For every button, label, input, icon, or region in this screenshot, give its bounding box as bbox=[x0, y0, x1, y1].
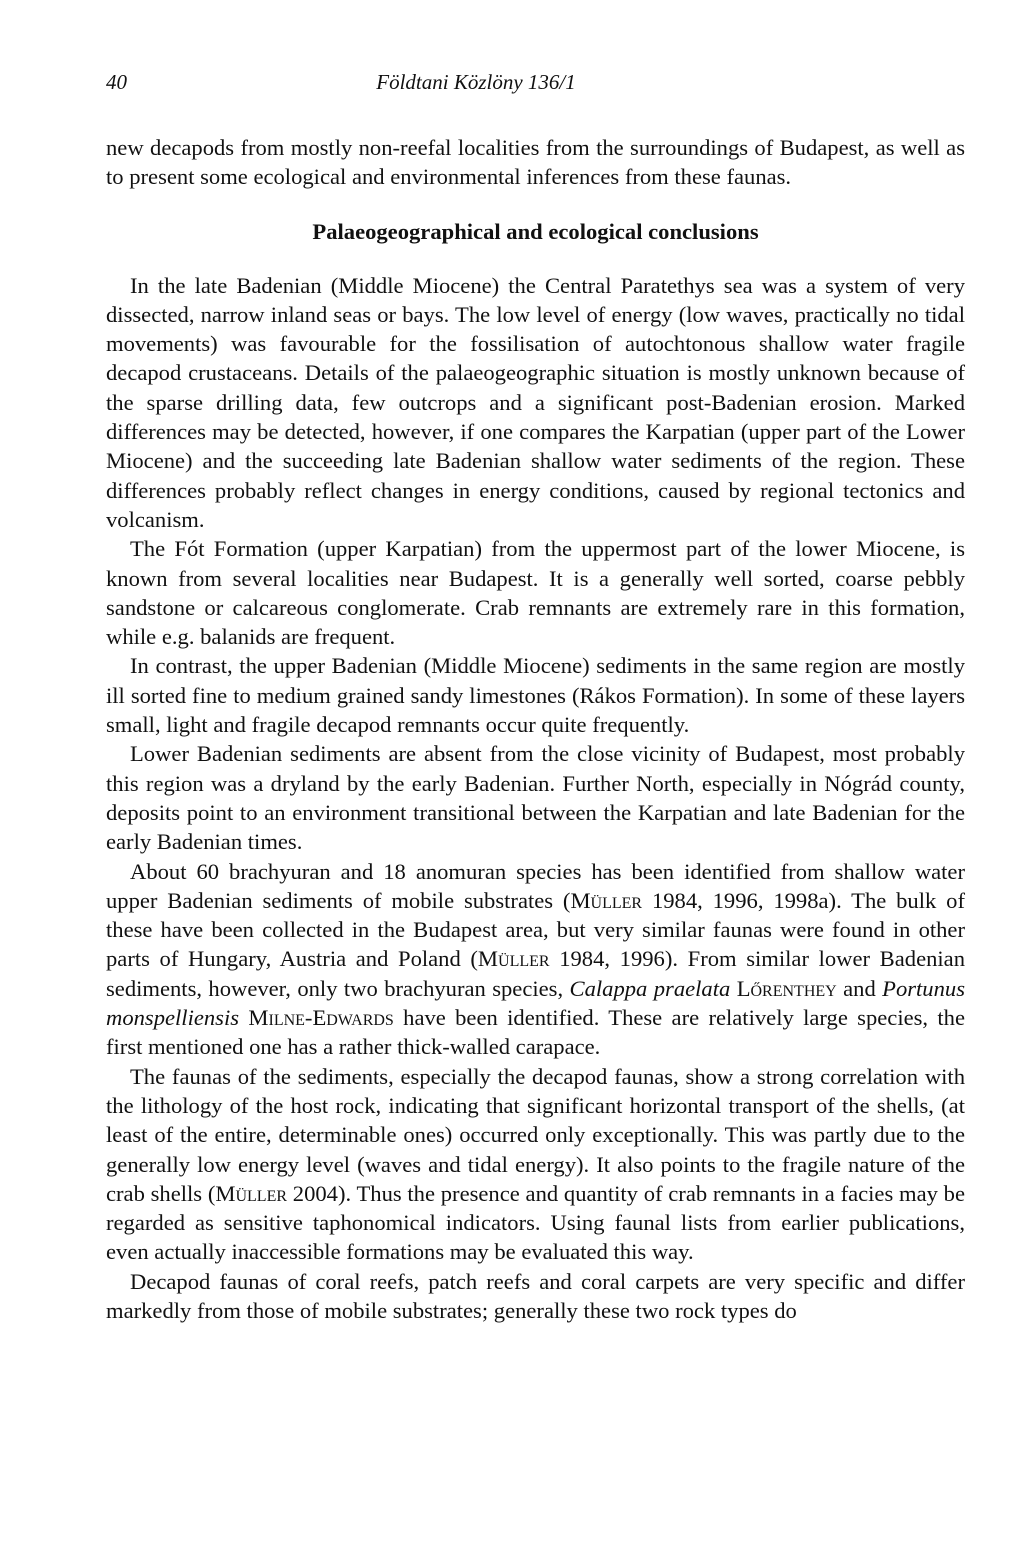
paragraph-4: Lower Badenian sediments are absent from the close vicinity of Budapest, most probably this region was a dryland by the early Badenian. Further North, especially in Nógrád county, deposits point to an environment transitional between the Karpatian and late Badenian for the early Badenian times. bbox=[106, 741, 965, 855]
text-run: 1984, 1996, 1998a). The bulk of these have been collected in the Budapest area, but very similar faunas were found in other parts of Hungary, Austria and Poland ( bbox=[106, 887, 965, 972]
paragraph-6 bbox=[106, 1062, 965, 1267]
author-citation: Müller bbox=[477, 946, 550, 972]
article-body bbox=[106, 133, 965, 1325]
running-header bbox=[106, 70, 966, 100]
section-heading: Palaeogeographical and ecological conclusions bbox=[312, 218, 759, 244]
author-citation: Müller bbox=[570, 887, 643, 913]
text-run: About 60 brachyuran and 18 anomuran species has been identified from shallow water upper Badenian sediments of mobile substrates ( bbox=[106, 858, 965, 913]
author-citation: Milne-Edwards bbox=[248, 1005, 394, 1031]
text-run bbox=[239, 1005, 248, 1030]
species-name: Calappa praelata bbox=[569, 975, 731, 1001]
intro-paragraph: new decapods from mostly non-reefal localities from the surroundings of Budapest, as well as to present some ecological and environmental inferences from these faunas. bbox=[106, 135, 965, 190]
text-run: and bbox=[836, 975, 883, 1001]
paragraph-5 bbox=[106, 857, 965, 1062]
paragraph-1: In the late Badenian (Middle Miocene) the Central Paratethys sea was a system of very dissected, narrow inland seas or bays. The low level of energy (low waves, practically no tidal movements) was favourable for the fossilisation of autochtonous shallow water fragile decapod crustaceans. Details of the palaeogeographic situation is mostly unknown because of the sparse drilling data, few outcrops and a significant post-Badenian erosion. Marked differences may be detected, however, if one compares the Karpatian (upper part of the Lower Miocene) and the succeeding late Badenian shallow water sediments of the region. These differences probably reflect changes in energy conditions, caused by regional tectonics and volcanism. bbox=[106, 272, 965, 532]
author-citation: Müller bbox=[215, 1180, 288, 1206]
author-citation: Lőrenthey bbox=[736, 975, 837, 1001]
text-run: 1984, 1996). From similar lower Badenian sediments, however, only two brachyuran species, bbox=[106, 946, 966, 1001]
text-run: have been identified. These are relatively large species, the first mentioned one has a rather thick-walled carapace. bbox=[106, 1005, 965, 1060]
paragraph-7: Decapod faunas of coral reefs, patch reefs and coral carpets are very specific and differ markedly from those of mobile substrates; generally these two rock types do bbox=[106, 1268, 965, 1323]
paragraph-3: In contrast, the upper Badenian (Middle Miocene) sediments in the same region are mostly ill sorted fine to medium grained sandy limestones (Rákos Formation). In some of these layers small, light and fragile decapod remnants occur quite frequently. bbox=[106, 653, 965, 738]
journal-title: Földtani Közlöny 136/1 bbox=[376, 70, 576, 94]
paragraph-2: The Fót Formation (upper Karpatian) from the uppermost part of the lower Miocene, is known from several localities near Budapest. It is a generally well sorted, coarse pebbly sandstone or calcareous conglomerate. Crab remnants are extremely rare in this formation, while e.g. balanids are frequent. bbox=[106, 536, 965, 650]
text-run: 2004). Thus the presence and quantity of crab remnants in a facies may be regarded as sensitive taphonomical indicators. Using faunal lists from earlier publications, even actually inaccessible formations may be evaluated this way. bbox=[106, 1180, 965, 1265]
species-name: Portunus monspelliensis bbox=[106, 975, 965, 1031]
text-run: The faunas of the sediments, especially the decapod faunas, show a strong correlation with the lithology of the host rock, indicating that significant horizontal transport of the shells, (at least of the entire, determinable ones) occurred only exceptionally. This was partly due to the generally low energy level (waves and tidal energy). It also points to the fragile nature of the crab shells ( bbox=[106, 1063, 965, 1206]
page-number: 40 bbox=[106, 70, 127, 94]
